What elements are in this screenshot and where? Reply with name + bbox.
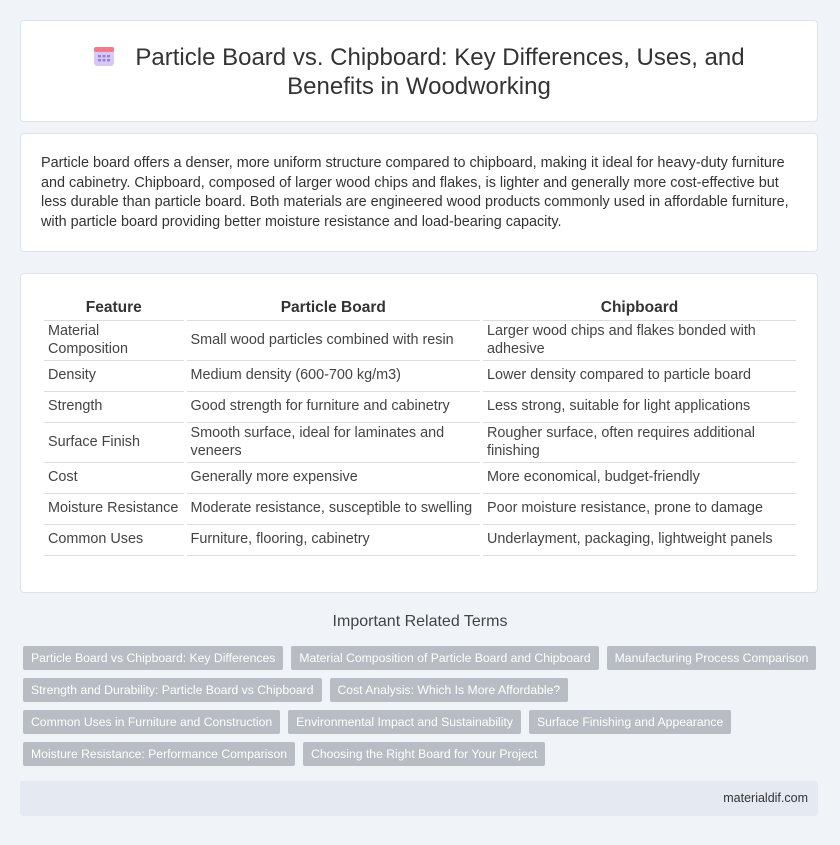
- table-row: [44, 361, 796, 392]
- particle-board-cell: Small wood particles combined with resin: [187, 321, 480, 361]
- title-card: [20, 20, 818, 122]
- chipboard-cell: Poor moisture resistance, prone to damage: [483, 494, 796, 525]
- footer-site-link[interactable]: materialdif.com: [723, 791, 808, 805]
- chipboard-cell: Larger wood chips and flakes bonded with adhesive: [483, 321, 796, 361]
- page-title: Particle Board vs. Chipboard: Key Differences, Uses, and Benefits in Woodworking: [135, 44, 745, 100]
- header-chipboard: Chipboard: [483, 296, 796, 321]
- table-row: [44, 494, 796, 525]
- table-row: [44, 463, 796, 494]
- particle-board-cell: Generally more expensive: [187, 463, 480, 494]
- related-tag[interactable]: Environmental Impact and Sustainability: [288, 710, 521, 734]
- particle-board-cell: Good strength for furniture and cabinetry: [187, 392, 480, 423]
- chipboard-cell: Lower density compared to particle board: [483, 361, 796, 392]
- header-particle-board: Particle Board: [187, 296, 480, 321]
- related-tag[interactable]: Material Composition of Particle Board and Chipboard: [291, 646, 598, 670]
- table-row: [44, 423, 796, 463]
- feature-cell: Material Composition: [44, 321, 184, 361]
- particle-board-cell: Furniture, flooring, cabinetry: [187, 525, 480, 556]
- intro-card: [20, 133, 818, 252]
- footer-bar: [20, 781, 818, 816]
- header-feature: Feature: [44, 296, 184, 321]
- comparison-table-card: [20, 273, 818, 593]
- particle-board-cell: Moderate resistance, susceptible to swelling: [187, 494, 480, 525]
- particle-board-cell: Medium density (600-700 kg/m3): [187, 361, 480, 392]
- chipboard-cell: Rougher surface, often requires additional finishing: [483, 423, 796, 463]
- page-title-wrap: [51, 43, 787, 101]
- table-row: [44, 321, 796, 361]
- feature-cell: Strength: [44, 392, 184, 423]
- feature-cell: Cost: [44, 463, 184, 494]
- related-tag[interactable]: Choosing the Right Board for Your Project: [303, 742, 545, 766]
- chipboard-cell: Underlayment, packaging, lightweight panels: [483, 525, 796, 556]
- chipboard-cell: More economical, budget-friendly: [483, 463, 796, 494]
- related-tag[interactable]: Particle Board vs Chipboard: Key Differences: [23, 646, 283, 670]
- related-tag[interactable]: Manufacturing Process Comparison: [607, 646, 817, 670]
- related-tag[interactable]: Surface Finishing and Appearance: [529, 710, 731, 734]
- related-tag[interactable]: Moisture Resistance: Performance Comparison: [23, 742, 295, 766]
- related-terms-title: Important Related Terms: [332, 613, 508, 630]
- feature-cell: Moisture Resistance: [44, 494, 184, 525]
- related-tag[interactable]: Cost Analysis: Which Is More Affordable?: [330, 678, 569, 702]
- feature-cell: Density: [44, 361, 184, 392]
- intro-paragraph: Particle board offers a denser, more uniform structure compared to chipboard, making it ideal for heavy-duty furniture and cabinetry. Chipboard, composed of larger wood chips and flakes, is lighter and generally more cost-effective but less durable than particle board. Both materials are engineered wood products commonly used in affordable furniture, with particle board providing better moisture resistance and load-bearing capacity.: [41, 155, 789, 230]
- related-tag[interactable]: Common Uses in Furniture and Construction: [23, 710, 280, 734]
- feature-cell: Common Uses: [44, 525, 184, 556]
- table-row: [44, 525, 796, 556]
- particle-board-cell: Smooth surface, ideal for laminates and veneers: [187, 423, 480, 463]
- comparison-table: [41, 296, 799, 556]
- table-header-row: [44, 296, 796, 321]
- calendar-grid-icon: [93, 45, 115, 67]
- related-terms-tags: [23, 646, 823, 766]
- related-tag[interactable]: Strength and Durability: Particle Board vs Chipboard: [23, 678, 322, 702]
- feature-cell: Surface Finish: [44, 423, 184, 463]
- table-row: [44, 392, 796, 423]
- chipboard-cell: Less strong, suitable for light applications: [483, 392, 796, 423]
